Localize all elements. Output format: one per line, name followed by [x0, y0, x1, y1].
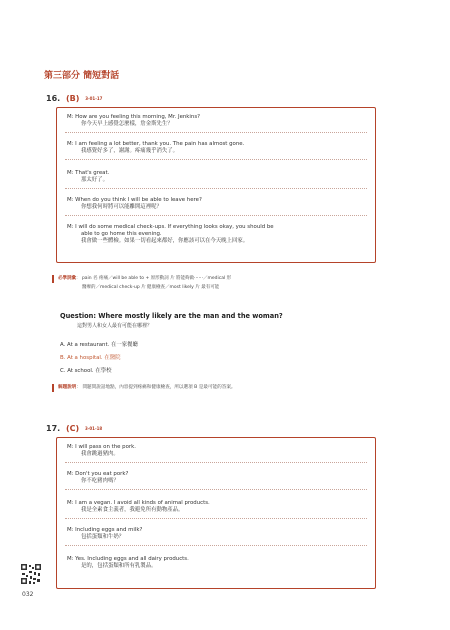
dialogue-line: M: That's great. 那太好了。 [67, 170, 110, 183]
divider [65, 462, 367, 463]
section-title: 第三部分 簡短對話 [44, 71, 120, 81]
option-a: A. At a restaurant. 在一家餐廳 [60, 342, 138, 348]
question-en: Question: Where mostly likely are the man and the woman? [60, 312, 283, 320]
dialogue-line: M: Don't you eat pork? 你不吃豬肉嗎？ [67, 471, 129, 484]
qr-code-icon [20, 563, 42, 585]
question-cn: 這對男人和女人最有可能在哪裡？ [77, 323, 153, 329]
divider [65, 489, 367, 490]
audio-track: 3-01-18 [84, 426, 103, 431]
explanation-tag: 解題說明 [58, 385, 77, 390]
dialogue-line: M: I am a vegan. I avoid all kinds of animal products. 我是全素食主義者，我避免所有動物產品。 [67, 500, 210, 513]
divider [65, 132, 367, 133]
answer-label: (B) [65, 94, 80, 103]
explanation-marker [52, 384, 54, 392]
question-17-header [46, 424, 102, 433]
vocab-line-1: pain 名 疼痛／will be able to + 原形動詞 片 將能夠做⋯⋯／medical 形 [81, 276, 232, 281]
option-b-correct: B. At a hospital. 在醫院 [60, 355, 121, 361]
dialogue-box-16 [56, 107, 376, 263]
vocab-marker [52, 275, 54, 283]
explanation-text: 問題問說話地點，內容提到疼痛和健康檢查，所以選項 B 是最可能的答案。 [82, 385, 236, 390]
dialogue-line: M: Yes. Including eggs and all dairy products. 是的，包括蛋類和所有乳製品。 [67, 556, 189, 569]
dialogue-line: M: When do you think I will be able to leave here? 你想我何時將可以能離開這裡呢？ [67, 197, 202, 210]
dialogue-box-17 [56, 437, 376, 589]
question-number: 17. [46, 424, 61, 433]
question-16-header [46, 94, 102, 103]
divider [65, 188, 367, 189]
question-number: 16. [46, 94, 61, 103]
answer-label: (C) [65, 424, 80, 433]
dialogue-line: M: How are you feeling this morning, Mr. Jenkins? 你今天早上感覺怎麼樣，詹金斯先生？ [67, 114, 201, 127]
vocab-section: 必學詞彙： pain 名 疼痛／will be able to + 原形動詞 片 將能夠做⋯⋯／medical 形 醫療的／medical check-up 片 健康檢查／most likely 片 最有可能 [58, 276, 232, 290]
vocab-tag: 必學詞彙 [58, 276, 76, 281]
dialogue-line: M: I will do some medical check-ups. If everything looks okay, you should be able to go home this evening. 我會做一些體檢。如果一切看起來都好，你應該可以在今天晚上回家。 [67, 224, 274, 244]
dialogue-line: M: I am feeling a lot better, thank you. The pain has almost gone. 我感覺好多了，謝謝。疼痛幾乎消失了。 [67, 141, 245, 154]
divider [65, 545, 367, 546]
divider [65, 518, 367, 519]
dialogue-line: M: I will pass on the pork. 我會跳過豬肉。 [67, 444, 136, 457]
dialogue-line: M: Including eggs and milk? 包括蛋類和牛奶？ [67, 527, 143, 540]
explanation: 解題說明： 問題問說話地點，內容提到疼痛和健康檢查，所以選項 B 是最可能的答案。 [58, 385, 236, 390]
divider [65, 215, 367, 216]
divider [65, 159, 367, 160]
page-number: 032 [22, 591, 34, 598]
option-c: C. At school. 在學校 [60, 368, 112, 374]
audio-track: 3-01-17 [85, 96, 103, 101]
vocab-line-2: 醫療的／medical check-up 片 健康檢查／most likely 片 最有可能 [82, 285, 220, 290]
